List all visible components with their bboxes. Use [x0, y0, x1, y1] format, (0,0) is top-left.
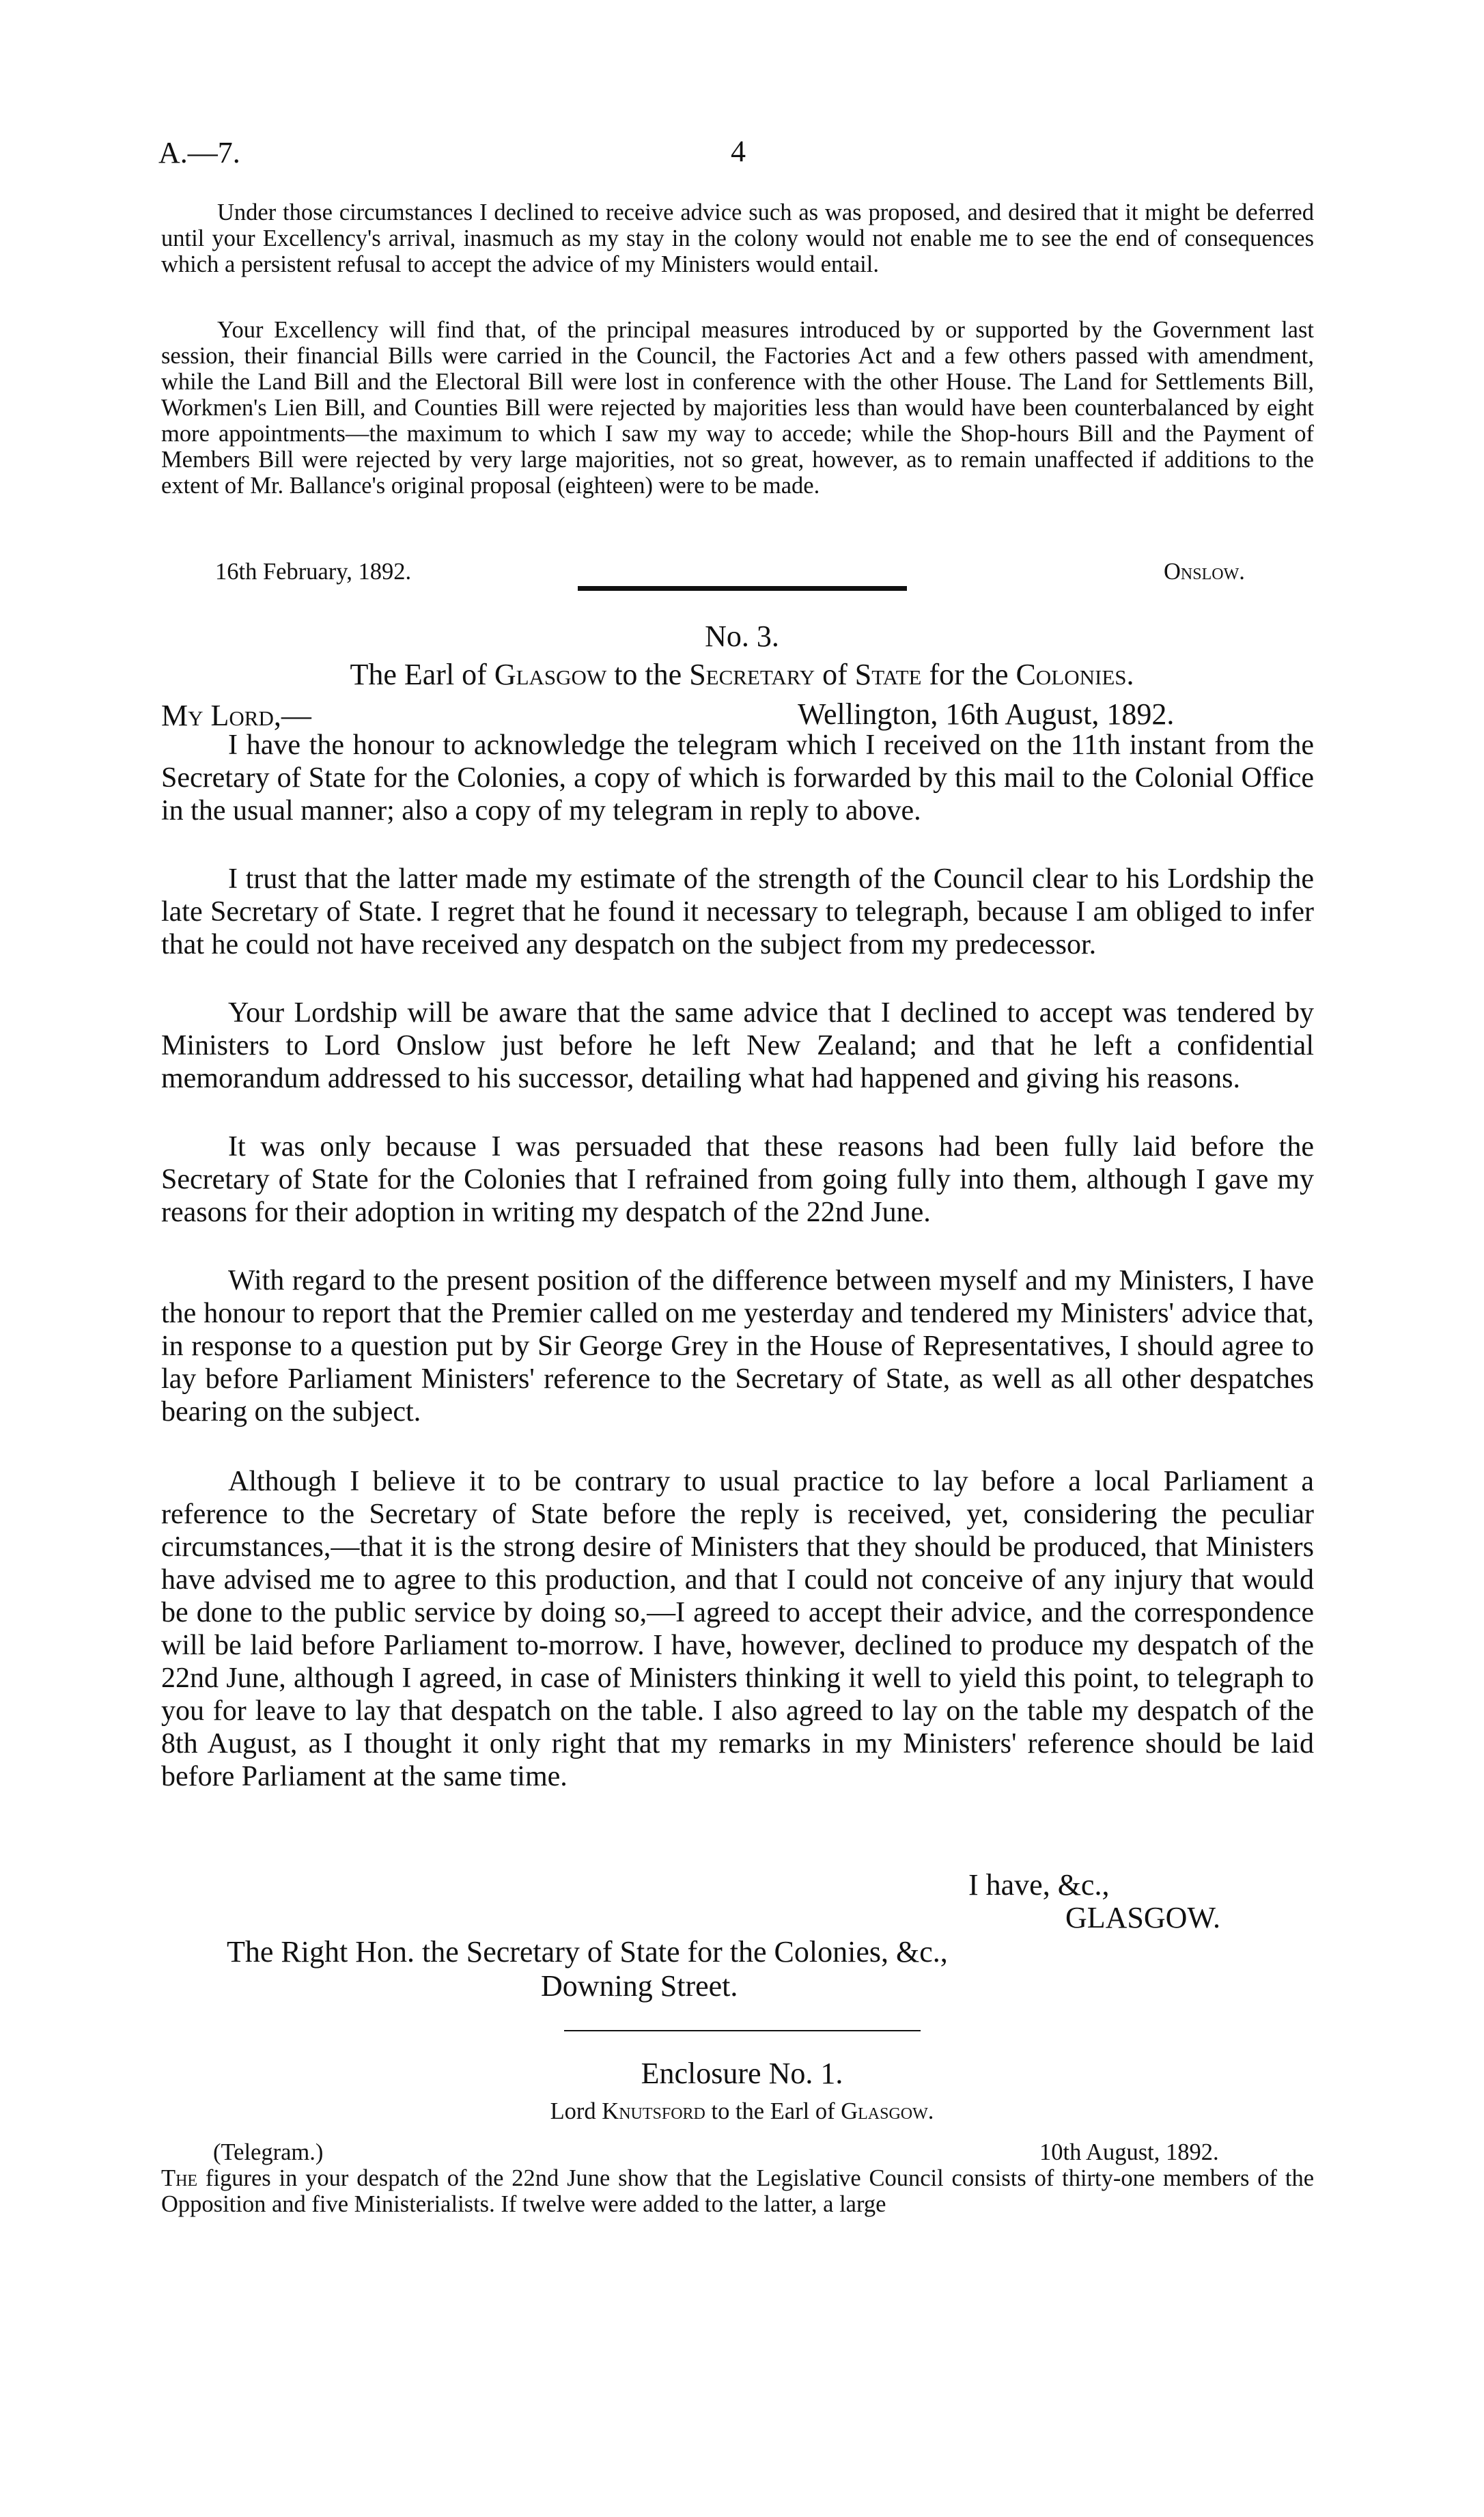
- addressee-line-1: The Right Hon. the Secretary of State for the Colonies, &c.,: [227, 1935, 948, 1969]
- enclosure-type: (Telegram.): [213, 2139, 324, 2165]
- enclosure-title: Enclosure No. 1.: [641, 2057, 843, 2090]
- enclosure-heading: [0, 2098, 1484, 2125]
- enclosure-first-word: The: [161, 2165, 198, 2191]
- place-date: Wellington, 16th August, 1892.: [798, 697, 1175, 731]
- despatch-number: No. 3.: [705, 620, 779, 653]
- closing: I have, &c.,: [968, 1868, 1110, 1902]
- section-rule-thick: [578, 586, 907, 591]
- despatch-paragraph-4: It was only because I was persuaded that these reasons had been fully laid before the Secretary of State for the Colonies that I refrained from going fully into them, although I gave my reasons for their adoption in writing my despatch of the 22nd June.: [161, 1131, 1314, 1228]
- enclosure-body: figures in your despatch of the 22nd June show that the Legislative Council consists of thirty-one members of the Opposition and five Ministerialists. If twelve were added to the latter, a large: [161, 2165, 1315, 2217]
- heading-state: State: [854, 658, 922, 691]
- page-ref: A.—7.: [158, 136, 240, 169]
- onslow-date: 16th February, 1892.: [215, 559, 412, 585]
- onslow-signature: Onslow.: [1164, 559, 1245, 585]
- enclosure-from-to: Glasgow.: [841, 2098, 934, 2124]
- heading-for: for the: [929, 658, 1009, 691]
- enclosure-from-name: Knutsford: [602, 2098, 705, 2124]
- enclosure-text: [161, 2165, 1314, 2217]
- page-number: 4: [731, 135, 746, 168]
- despatch-heading: [0, 657, 1484, 692]
- heading-from: Glasgow: [494, 658, 607, 691]
- enclosure-from-pre: Lord: [550, 2098, 596, 2124]
- heading-to: Secretary: [689, 658, 815, 691]
- enclosure-date: 10th August, 1892.: [1039, 2139, 1219, 2165]
- salutation: My Lord,—: [161, 699, 311, 732]
- heading-pre: The Earl of: [350, 658, 487, 691]
- despatch-paragraph-6: Although I believe it to be contrary to usual practice to lay before a local Parliament a reference to the Secretary of State before the reply is received, yet, considering the peculiar circumstances,—that it is the strong desire of Ministers that they should be produced, that Ministers have advised me to agree to this production, and that I could not conceive of any injury that would be done to the public service by doing so,—I agreed to accept their advice, and the correspondence will be laid before Parliament to-morrow. I have, however, declined to produce my despatch of the 22nd June, although I agreed, in case of Ministers thinking it well to yield this point, to telegraph to you for leave to lay that despatch on the table. I also agreed to lay on the table my despatch of the 8th August, as I thought it only right that my remarks in my Ministers' reference should be laid before Parliament at the same time.: [161, 1466, 1314, 1792]
- despatch-paragraph-5: With regard to the present position of the difference between myself and my Ministers, I have the honour to report that the Premier called on me yesterday and tendered my Ministers' advice that, in response to a question put by Sir George Grey in the House of Representatives, I should agree to lay before Parliament Ministers' reference to the Secretary of State, as well as all other despatches bearing on the subject.: [161, 1265, 1314, 1428]
- addressee-line-2: Downing Street.: [541, 1969, 738, 2003]
- despatch-paragraph-3: Your Lordship will be aware that the same advice that I declined to accept was tendered by Ministers to Lord Onslow just before he left New Zealand; and that he left a confidential memorandum addressed to his successor, detailing what had happened and giving his reasons.: [161, 997, 1314, 1094]
- heading-mid: to the: [614, 658, 682, 691]
- section-rule-thin: [564, 2030, 921, 2031]
- heading-of: of: [822, 658, 848, 691]
- onslow-paragraph-1: Under those circumstances I declined to receive advice such as was proposed, and desired that it might be deferred until your Excellency's arrival, inasmuch as my stay in the colony would not enable me to see the end of consequences which a persistent refusal to accept the advice of my Ministers would entail.: [161, 199, 1314, 277]
- heading-colonies: Colonies.: [1016, 658, 1134, 691]
- despatch-paragraph-2: I trust that the latter made my estimate of the strength of the Council clear to his Lordship the late Secretary of State. I regret that he found it necessary to telegraph, because I am obliged to infer that he could not have received any despatch on the subject from my predecessor.: [161, 863, 1314, 960]
- despatch-signature: GLASGOW.: [1065, 1901, 1220, 1934]
- despatch-paragraph-1: I have the honour to acknowledge the telegram which I received on the 11th instant from the Secretary of State for the Colonies, a copy of which is forwarded by this mail to the Colonial Office in the usual manner; also a copy of my telegram in reply to above.: [161, 729, 1314, 826]
- onslow-paragraph-2: Your Excellency will find that, of the principal measures introduced by or supported by the Government last session, their financial Bills were carried in the Council, the Factories Act and a few others passed with amendment, while the Land Bill and the Electoral Bill were lost in conference with the other House. The Land for Settlements Bill, Workmen's Lien Bill, and Counties Bill were rejected by majorities less than would have been counterbalanced by eight more appointments—the maximum to which I saw my way to accede; while the Shop-hours Bill and the Payment of Members Bill were rejected by very large majorities, not so great, however, as to remain unaffected if additions to the extent of Mr. Ballance's original proposal (eighteen) were to be made.: [161, 317, 1314, 499]
- enclosure-from-mid: to the Earl of: [711, 2098, 835, 2124]
